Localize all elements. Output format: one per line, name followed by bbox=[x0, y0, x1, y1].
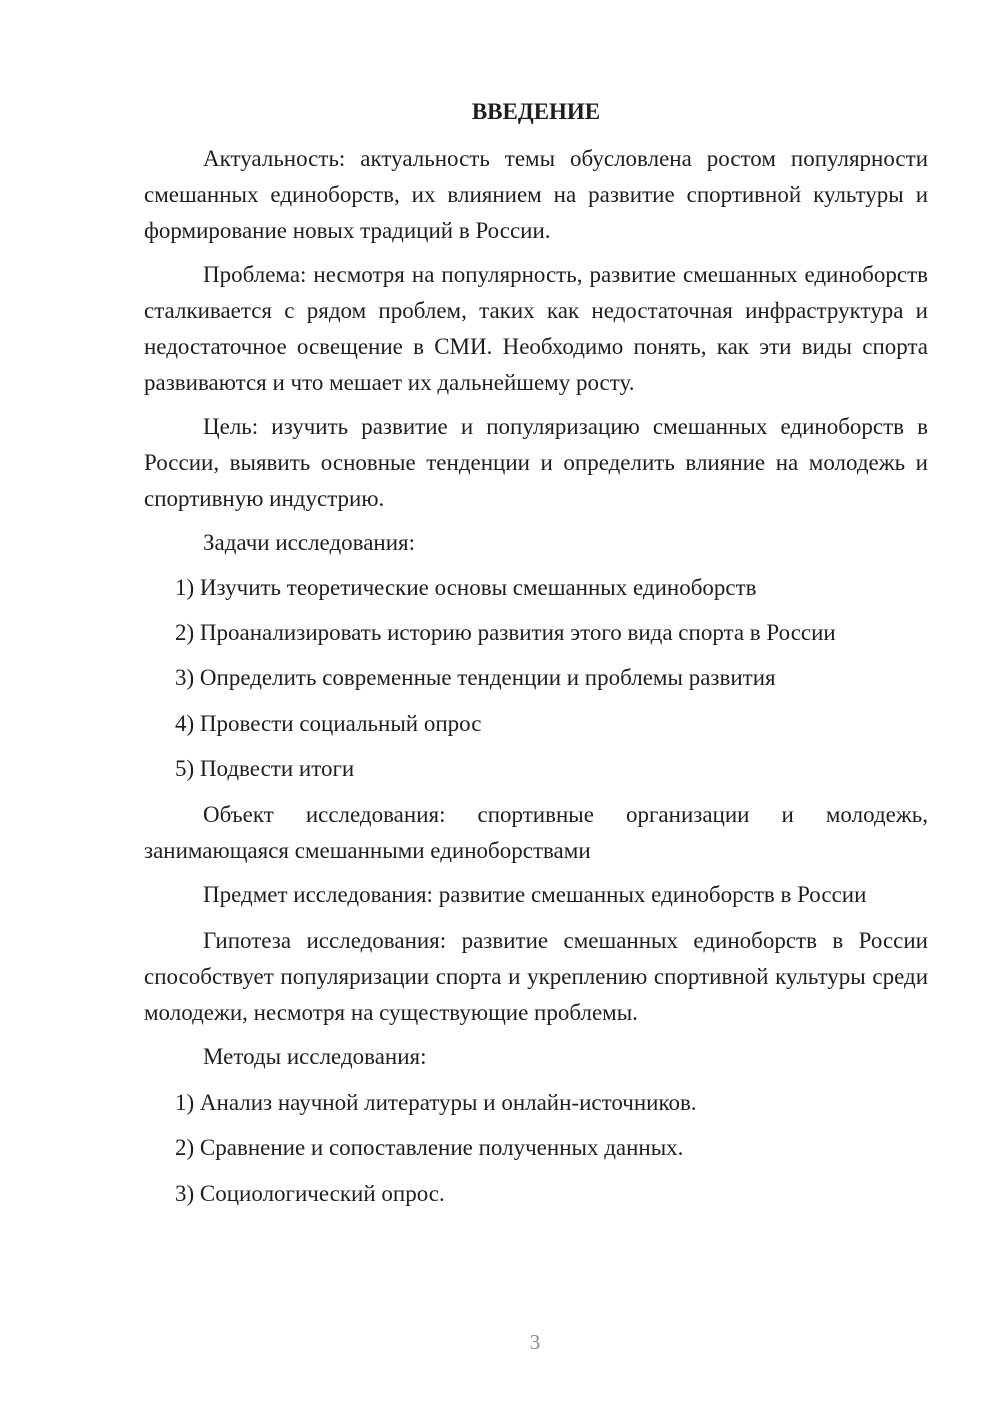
subject-paragraph: Предмет исследования: развитие смешанных единоборств в России bbox=[203, 882, 867, 907]
object-paragraph: Объект исследования: спортивные организации и молодежь, занимающаяся смешанными единоборствами bbox=[144, 802, 928, 863]
page-number: 3 bbox=[529, 1330, 541, 1354]
relevance-paragraph: Актуальность: актуальность темы обусловлена ростом популярности смешанных единоборств, их влиянием на развитие спортивной культуры и формирование новых традиций в России. bbox=[144, 146, 928, 243]
problem-paragraph: Проблема: несмотря на популярность, развитие смешанных единоборств сталкивается с рядом проблем, таких как недостаточная инфраструктура и недостаточное освещение в СМИ. Необходимо понять, как эти виды спорта развиваются и что мешает их дальнейшему росту. bbox=[144, 262, 928, 395]
tasks-title: Задачи исследования: bbox=[203, 530, 416, 555]
goal-paragraph: Цель: изучить развитие и популяризацию смешанных единоборств в России, выявить основные тенденции и определить влияние на молодежь и спортивную индустрию. bbox=[144, 414, 928, 511]
methods-list-item: 2) Сравнение и сопоставление полученных данных. bbox=[175, 1135, 684, 1160]
tasks-list-item: 1) Изучить теоретические основы смешанных единоборств bbox=[175, 575, 757, 600]
section-heading: ВВЕДЕНИЕ bbox=[471, 99, 601, 124]
tasks-list-item: 4) Провести социальный опрос bbox=[175, 711, 482, 736]
tasks-list-item: 2) Проанализировать историю развития этого вида спорта в России bbox=[175, 620, 836, 645]
methods-title: Методы исследования: bbox=[203, 1044, 427, 1069]
hypothesis-paragraph: Гипотеза исследования: развитие смешанных единоборств в России способствует популяризации спорта и укреплению спортивной культуры среди молодежи, несмотря на существующие проблемы. bbox=[144, 928, 928, 1025]
tasks-list-item: 5) Подвести итоги bbox=[175, 756, 355, 781]
tasks-list-item: 3) Определить современные тенденции и проблемы развития bbox=[175, 665, 776, 690]
methods-list-item: 1) Анализ научной литературы и онлайн-источников. bbox=[175, 1090, 697, 1115]
methods-list-item: 3) Социологический опрос. bbox=[175, 1181, 445, 1206]
